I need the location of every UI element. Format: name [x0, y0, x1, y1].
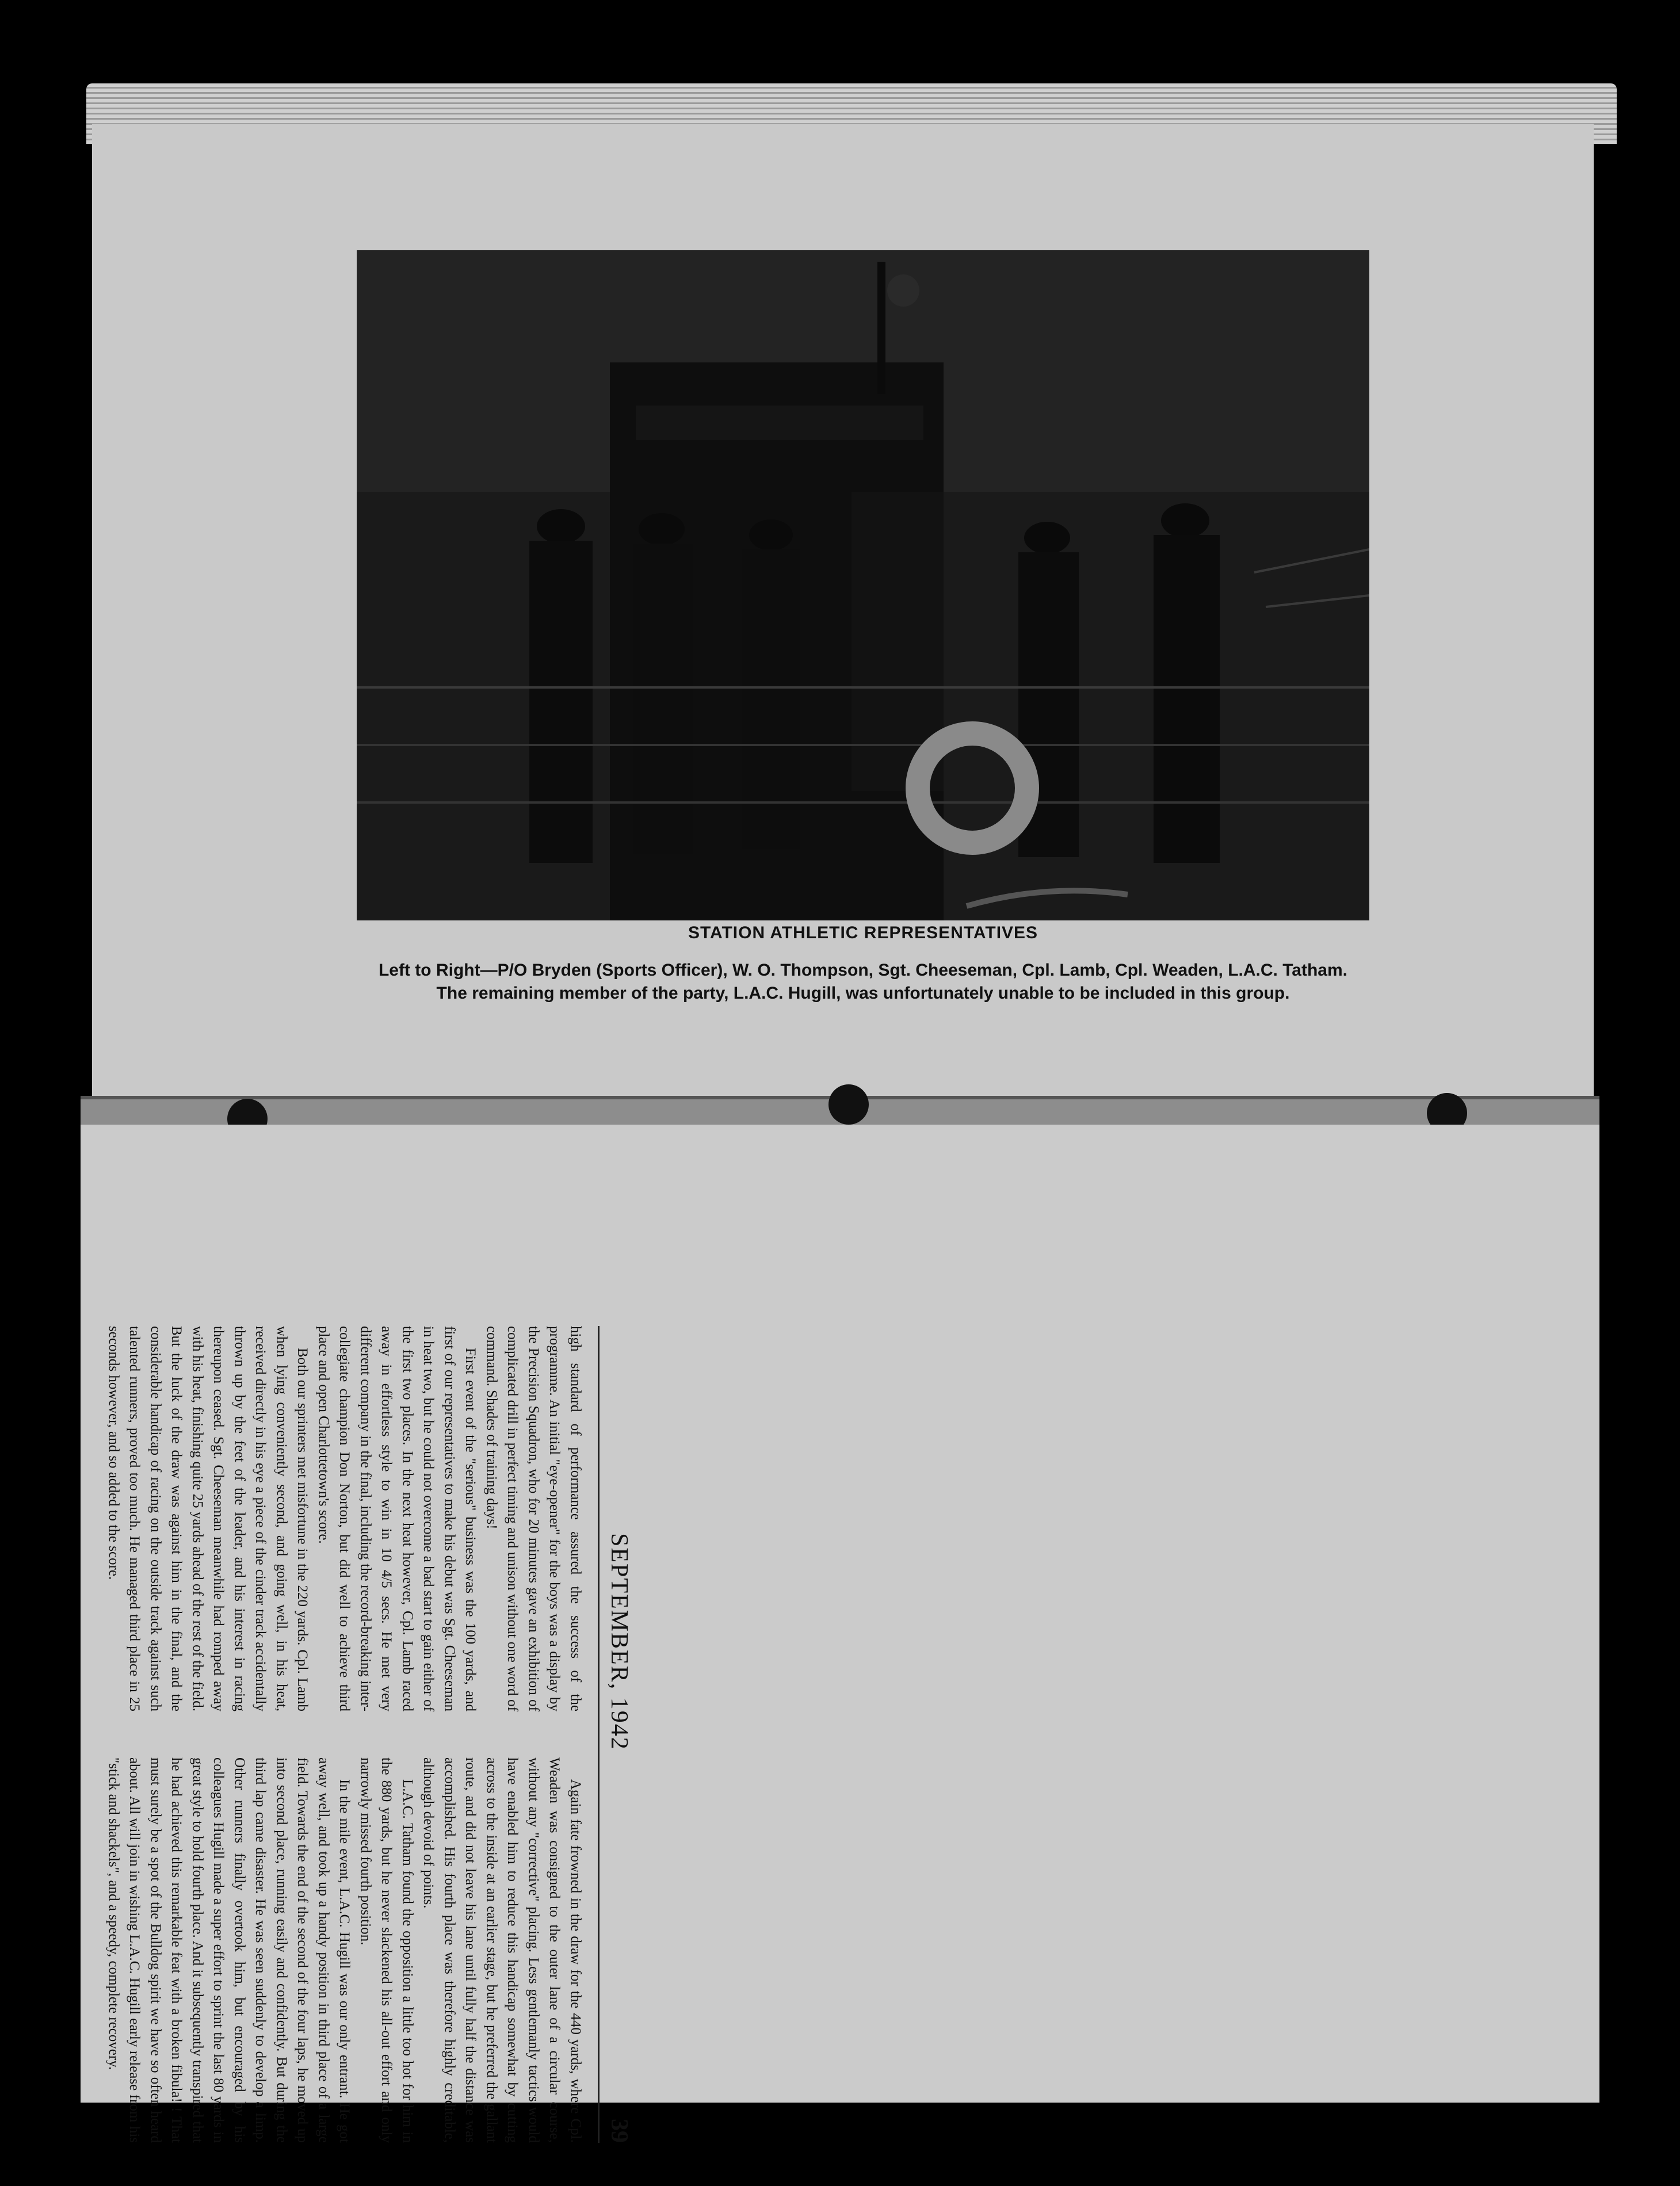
binding-hole-center	[828, 1084, 869, 1125]
article-paragraph: Again fate frowned in the draw for the 440 yards, where Cpl. Weaden was consigned to the outer lane of a circular course, without any "corrective" placing. Less gentlemanly tactics would have enabled him to reduce this handicap somewhat by cutting across to the inside at an earlier stage, but he preferred the gallant route, and did not leave his lane until fully half the distance was accomplished. His fourth place was therefore highly creditable, although devoid of points.	[421, 1757, 583, 2143]
photo-caption	[322, 923, 1404, 1005]
issue-date: SEPTEMBER, 1942	[606, 1533, 632, 1751]
team-photo-image	[357, 250, 1369, 920]
article-paragraph: Both our sprinters met misfortune in the 220 yards. Cpl. Lamb when lying conveniently second, and going well, in his heat, received directly in his eye a piece of the cinder track accidentally thrown up by the feet of the leader, and his interest in racing thereupon ceased. Sgt. Cheeseman meanwhile had romped away with his heat, finishing quite 25 yards ahead of the rest of the field. But the luck of the draw was against him in the final, and the considerable handicap of racing on the outside track against such talented runners, proved too much. He managed third place in 25 seconds however, and so added to the score.	[106, 1326, 311, 1711]
article-paragraph: In the mile event, L.A.C. Hugill was our only entrant. He got away well, and took up a handy position in third place of a large field. Towards the end of the second of the four laps, he moved up into second place, running easily and confidently. But during the third lap came disaster. He was seen suddenly to develop a limp. Other runners finally overtook him, but encouraged by his colleagues Hugill made a super effort to sprint the last 80 yards in great style to hold fourth place. And it subsequently transpired that he had achieved this remarkable feat with a broken fibula! ! That must surely be a spot of the Bulldog spirit we have so often heard about. All will join in wishing L.A.C. Hugill early release from his "stick and shackels", and a speedy, complete recovery.	[106, 1757, 353, 2143]
running-head	[606, 1326, 633, 2143]
article-columns	[22, 1326, 586, 2143]
caption-title: STATION ATHLETIC REPRESENTATIVES	[688, 923, 1038, 942]
header-rule	[598, 1326, 600, 2143]
page-number: 39	[606, 2119, 632, 2143]
team-photo	[357, 250, 1369, 920]
article-page	[17, 1326, 633, 2143]
caption-text: Left to Right—P/O Bryden (Sports Officer), W. O. Thompson, Sgt. Cheeseman, Cpl. Lamb, Cpl. Weaden, L.A.C. Tatham. The remaining member of the party, L.A.C. Hugill, was unfortunately unable to be included in this group.	[378, 961, 1347, 1003]
article-paragraph: L.A.C. Tatham found the opposition a little too hot for him in the 880 yards, but he never slackened his all-out effort and only narrowly missed fourth position.	[358, 1757, 415, 2143]
article-column-right	[103, 1757, 586, 2143]
article-column-left	[103, 1326, 586, 1711]
article-paragraph: high standard of performance assured the success of the programme. An initial "eye-opener" for the boys was a display by the Precision Squadron, who for 20 minutes gave an exhibition of complicated drill in perfect timing and unison without one word of command. Shades of training days!	[484, 1326, 583, 1711]
article-paragraph: First event of the "serious" business was the 100 yards, and first of our representatives to make his debut was Sgt. Cheeseman in heat two, but he could not overcome a bad start to gain either of the first two places. In the next heat however, Cpl. Lamb raced away in effortless style to win in 10 4/5 secs. He met very different company in the final, including the record-breaking inter-collegiate champion Don Norton, but did well to achieve third place and open Charlottetown's score.	[316, 1326, 479, 1711]
